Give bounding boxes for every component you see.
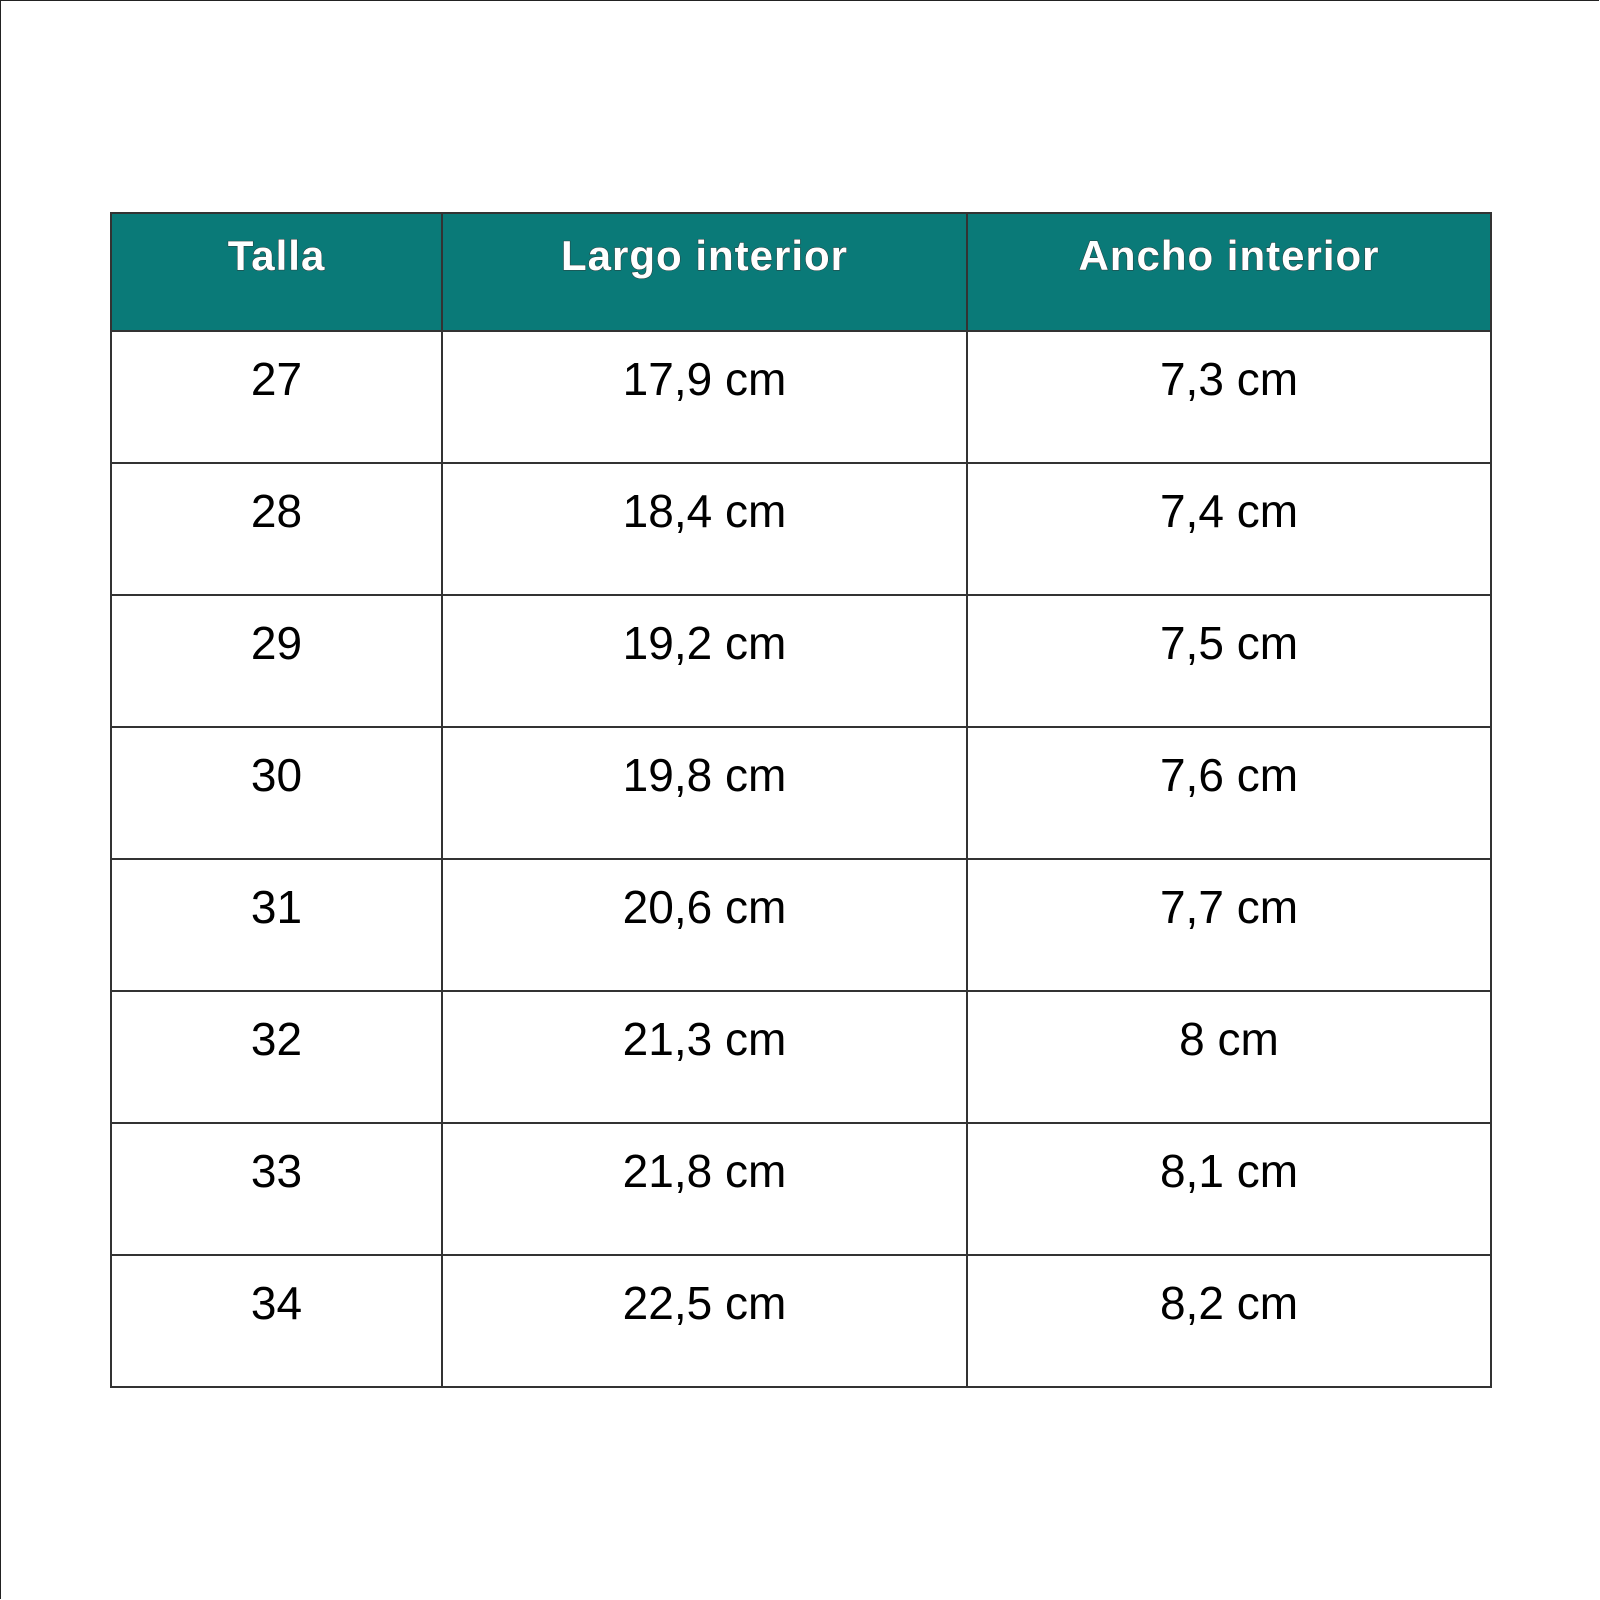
cell-talla: 34 (111, 1255, 442, 1387)
cell-talla: 31 (111, 859, 442, 991)
cell-ancho: 7,5 cm (967, 595, 1491, 727)
size-chart-table (110, 212, 1492, 1388)
table-row (111, 463, 1491, 595)
header-ancho-interior: Ancho interior (967, 213, 1491, 331)
cell-ancho: 8,2 cm (967, 1255, 1491, 1387)
cell-largo: 20,6 cm (442, 859, 967, 991)
table-row (111, 595, 1491, 727)
cell-ancho: 7,7 cm (967, 859, 1491, 991)
cell-largo: 19,2 cm (442, 595, 967, 727)
cell-largo: 21,8 cm (442, 1123, 967, 1255)
header-talla: Talla (111, 213, 442, 331)
cell-largo: 19,8 cm (442, 727, 967, 859)
cell-talla: 27 (111, 331, 442, 463)
cell-talla: 32 (111, 991, 442, 1123)
table-row (111, 1123, 1491, 1255)
table-row (111, 859, 1491, 991)
cell-talla: 29 (111, 595, 442, 727)
cell-largo: 18,4 cm (442, 463, 967, 595)
cell-ancho: 7,6 cm (967, 727, 1491, 859)
cell-talla: 28 (111, 463, 442, 595)
cell-talla: 33 (111, 1123, 442, 1255)
table-row (111, 331, 1491, 463)
cell-ancho: 7,4 cm (967, 463, 1491, 595)
cell-talla: 30 (111, 727, 442, 859)
table-row (111, 1255, 1491, 1387)
table-row (111, 991, 1491, 1123)
cell-largo: 21,3 cm (442, 991, 967, 1123)
header-largo-interior: Largo interior (442, 213, 967, 331)
cell-ancho: 8 cm (967, 991, 1491, 1123)
cell-largo: 22,5 cm (442, 1255, 967, 1387)
cell-ancho: 8,1 cm (967, 1123, 1491, 1255)
cell-ancho: 7,3 cm (967, 331, 1491, 463)
table-row (111, 727, 1491, 859)
header-row (111, 213, 1491, 331)
cell-largo: 17,9 cm (442, 331, 967, 463)
